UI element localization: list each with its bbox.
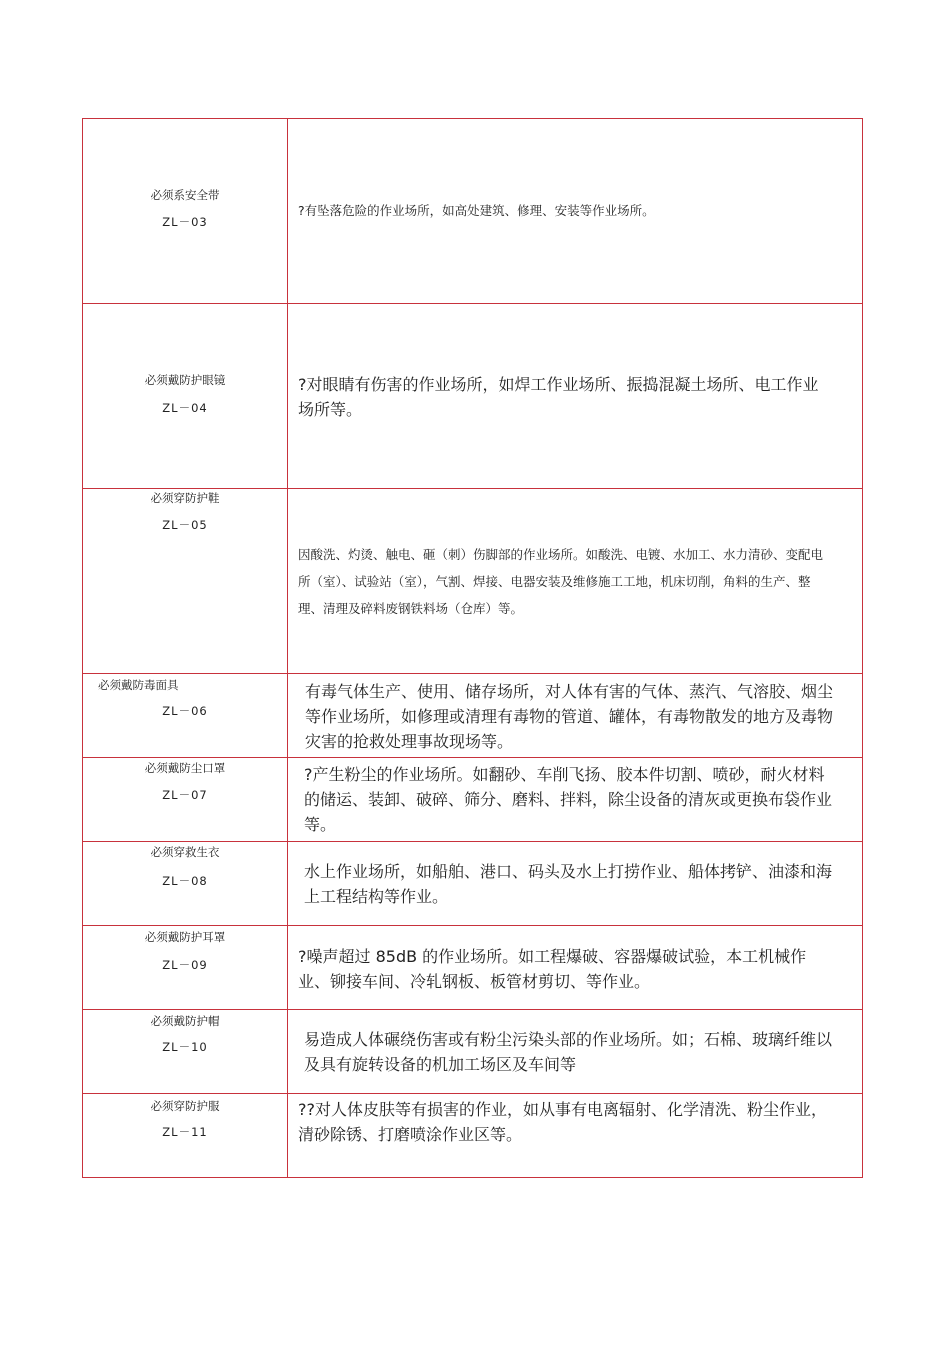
sign-code: ZL－04 xyxy=(162,401,208,415)
sign-name: 必须戴防毒面具 xyxy=(98,678,179,692)
description-cell xyxy=(288,119,863,304)
sign-cell xyxy=(83,489,288,674)
sign-name: 必须戴防尘口罩 xyxy=(144,761,226,775)
table-row xyxy=(83,1010,863,1094)
sign-code: ZL－09 xyxy=(162,958,208,972)
table-row xyxy=(83,674,863,758)
description-cell xyxy=(288,842,863,926)
description-cell xyxy=(288,926,863,1010)
sign-name: 必须系安全带 xyxy=(150,188,220,202)
description-cell xyxy=(288,1010,863,1094)
sign-description: 易造成人体碾绕伤害或有粉尘污染头部的作业场所。如；石棉、玻璃纤维以及具有旋转设备的机加工场区及车间等 xyxy=(304,1030,833,1074)
sign-description: 因酸洗、灼烫、触电、砸（刺）伤脚部的作业场所。如酸洗、电镀、水加工、水力清砂、变配电所（室）、试验站（室），气割、焊接、电器安装及维修施工工地，机床切削，角料的生产、整理、清理及碎料废钢铁料场（仓库）等。 xyxy=(298,547,824,616)
table-row xyxy=(83,304,863,489)
sign-description: ?对眼睛有伤害的作业场所，如焊工作业场所、振捣混凝土场所、电工作业场所等。 xyxy=(298,375,819,419)
sign-code: ZL－06 xyxy=(162,704,208,718)
sign-cell xyxy=(83,304,288,489)
table-row xyxy=(83,758,863,842)
sign-code: ZL－05 xyxy=(162,518,208,532)
sign-code: ZL－08 xyxy=(162,874,208,888)
sign-description: ?产生粉尘的作业场所。如翻砂、车削飞扬、胶本件切割、喷砂，耐火材料的储运、装卸、破碎、筛分、磨料、拌料，除尘设备的清灰或更换布袋作业等。 xyxy=(304,765,833,834)
table-row xyxy=(83,119,863,304)
sign-description: ?噪声超过 85dB 的作业场所。如工程爆破、容器爆破试验，本工机械作业、铆接车间、冷轧钢板、板管材剪切、等作业。 xyxy=(298,947,807,991)
sign-description: ??对人体皮肤等有损害的作业，如从事有电离辐射、化学清洗、粉尘作业，清砂除锈、打磨喷涂作业区等。 xyxy=(298,1100,827,1144)
sign-cell xyxy=(83,1010,288,1094)
table-row xyxy=(83,489,863,674)
sign-description: ?有坠落危险的作业场所，如高处建筑、修理、安装等作业场所。 xyxy=(298,203,655,218)
description-cell xyxy=(288,674,863,758)
sign-name: 必须戴防护帽 xyxy=(150,1014,220,1028)
sign-code: ZL－10 xyxy=(162,1040,208,1054)
sign-code: ZL－11 xyxy=(162,1125,208,1139)
safety-sign-table xyxy=(82,118,863,1178)
sign-code: ZL－03 xyxy=(162,215,208,229)
description-cell xyxy=(288,758,863,842)
sign-description: 水上作业场所，如船舶、港口、码头及水上打捞作业、船体拷铲、油漆和海上工程结构等作业。 xyxy=(304,862,833,906)
sign-cell xyxy=(83,926,288,1010)
description-cell xyxy=(288,489,863,674)
sign-cell xyxy=(83,758,288,842)
sign-name: 必须穿防护服 xyxy=(150,1099,220,1113)
table-row xyxy=(83,842,863,926)
sign-name: 必须戴防护眼镜 xyxy=(144,373,226,387)
sign-description: 有毒气体生产、使用、储存场所，对人体有害的气体、蒸汽、气溶胶、烟尘等作业场所，如修理或清理有毒物的管道、罐体，有毒物散发的地方及毒物灾害的抢救处理事故现场等。 xyxy=(305,682,834,751)
sign-cell xyxy=(83,1094,288,1178)
sign-name: 必须穿救生衣 xyxy=(150,845,220,859)
sign-code: ZL－07 xyxy=(162,788,208,802)
sign-name: 必须穿防护鞋 xyxy=(150,491,220,505)
table-row xyxy=(83,1094,863,1178)
description-cell xyxy=(288,304,863,489)
sign-cell xyxy=(83,674,288,758)
sign-cell xyxy=(83,119,288,304)
sign-cell xyxy=(83,842,288,926)
description-cell xyxy=(288,1094,863,1178)
sign-name: 必须戴防护耳罩 xyxy=(144,930,226,944)
table-row xyxy=(83,926,863,1010)
